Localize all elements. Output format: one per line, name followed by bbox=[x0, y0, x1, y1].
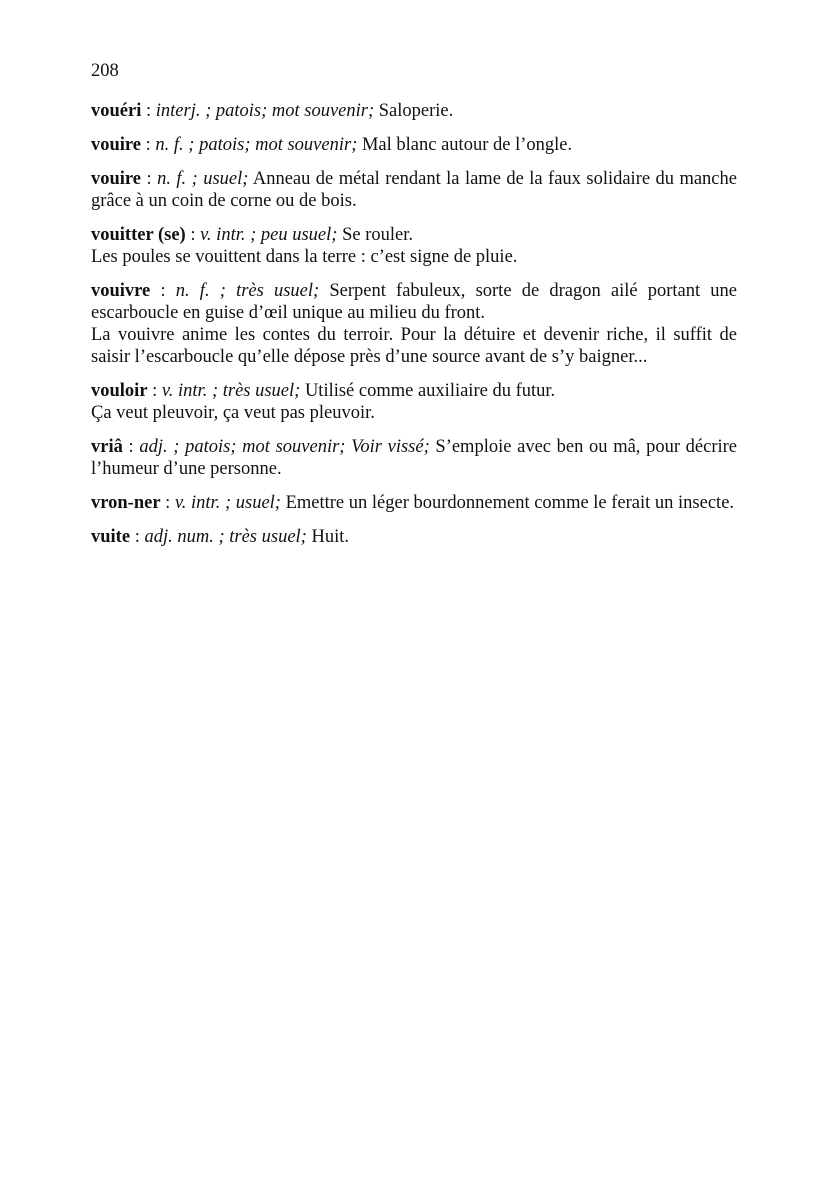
entry-line bbox=[91, 224, 737, 246]
definition: Utilisé comme auxiliaire du futur. bbox=[300, 381, 556, 401]
grammar-note: v. intr. ; usuel; bbox=[174, 493, 281, 513]
entry-vron-ner bbox=[91, 492, 737, 514]
definition: Mal blanc autour de l’ongle. bbox=[357, 135, 573, 155]
entry-line bbox=[91, 380, 737, 402]
entry-vouire-2 bbox=[91, 168, 737, 212]
definition: Huit. bbox=[306, 527, 349, 547]
definition: Se rouler. bbox=[337, 225, 413, 245]
separator: : bbox=[141, 135, 156, 155]
headword: vouivre bbox=[91, 281, 151, 301]
entry-line bbox=[91, 100, 737, 122]
separator: : bbox=[141, 101, 156, 121]
definition: S’emploie avec ben ou mâ, pour décrire l’humeur d’une personne. bbox=[91, 437, 738, 479]
entry-line bbox=[91, 526, 737, 548]
separator: : bbox=[130, 527, 145, 547]
example-sentence: Les poules se vouittent dans la terre : c’est signe de pluie. bbox=[91, 247, 518, 267]
headword: vuite bbox=[91, 527, 131, 547]
separator: : bbox=[160, 493, 175, 513]
headword: vouéri bbox=[91, 101, 142, 121]
grammar-note: v. intr. ; peu usuel; bbox=[200, 225, 338, 245]
example-sentence: Ça veut pleuvoir, ça veut pas pleuvoir. bbox=[91, 403, 375, 423]
entry-vria bbox=[91, 436, 737, 480]
separator: : bbox=[122, 437, 140, 457]
entry-line bbox=[91, 168, 737, 212]
headword: vouloir bbox=[91, 381, 148, 401]
headword: vouitter (se) bbox=[91, 225, 186, 245]
grammar-note: adj. ; patois; mot souvenir; Voir vissé; bbox=[139, 437, 430, 457]
entry-line bbox=[91, 436, 737, 480]
entry-vouire-1 bbox=[91, 134, 737, 156]
entry-vouitter bbox=[91, 224, 737, 268]
entry-vouivre bbox=[91, 280, 737, 368]
grammar-note: n. f. ; très usuel; bbox=[175, 281, 320, 301]
separator: : bbox=[185, 225, 201, 245]
separator: : bbox=[150, 281, 176, 301]
example-sentence: La vouivre anime les contes du terroir. Pour la détuire et devenir riche, il suffit de saisir l’escarboucle qu’elle dépose près d’une source avant de s’y baigner... bbox=[91, 325, 737, 367]
entry-line bbox=[91, 492, 737, 514]
dictionary-page bbox=[91, 60, 737, 560]
grammar-note: n. f. ; patois; mot souvenir; bbox=[155, 135, 358, 155]
headword: vouire bbox=[91, 169, 142, 189]
definition: Saloperie. bbox=[374, 101, 454, 121]
entry-vouloir bbox=[91, 380, 737, 424]
entry-vuite bbox=[91, 526, 737, 548]
entry-voueri bbox=[91, 100, 737, 122]
definition: Emettre un léger bourdonnement comme le ferait un insecte. bbox=[280, 493, 735, 513]
page-number: 208 bbox=[91, 61, 119, 81]
grammar-note: v. intr. ; très usuel; bbox=[161, 381, 301, 401]
headword: vriâ bbox=[91, 437, 123, 457]
headword: vouire bbox=[91, 135, 142, 155]
definition: Anneau de métal rendant la lame de la faux solidaire du manche grâce à un coin de corne ou de bois. bbox=[91, 169, 737, 211]
grammar-note: n. f. ; usuel; bbox=[157, 169, 249, 189]
headword: vron-ner bbox=[91, 493, 161, 513]
grammar-note: interj. ; patois; mot souvenir; bbox=[155, 101, 375, 121]
entry-line bbox=[91, 280, 737, 324]
separator: : bbox=[147, 381, 162, 401]
definition: Serpent fabuleux, sorte de dragon ailé portant une escarboucle en guise d’œil unique au milieu du front. bbox=[91, 281, 738, 323]
grammar-note: adj. num. ; très usuel; bbox=[144, 527, 307, 547]
separator: : bbox=[141, 169, 158, 189]
entry-line bbox=[91, 134, 737, 156]
